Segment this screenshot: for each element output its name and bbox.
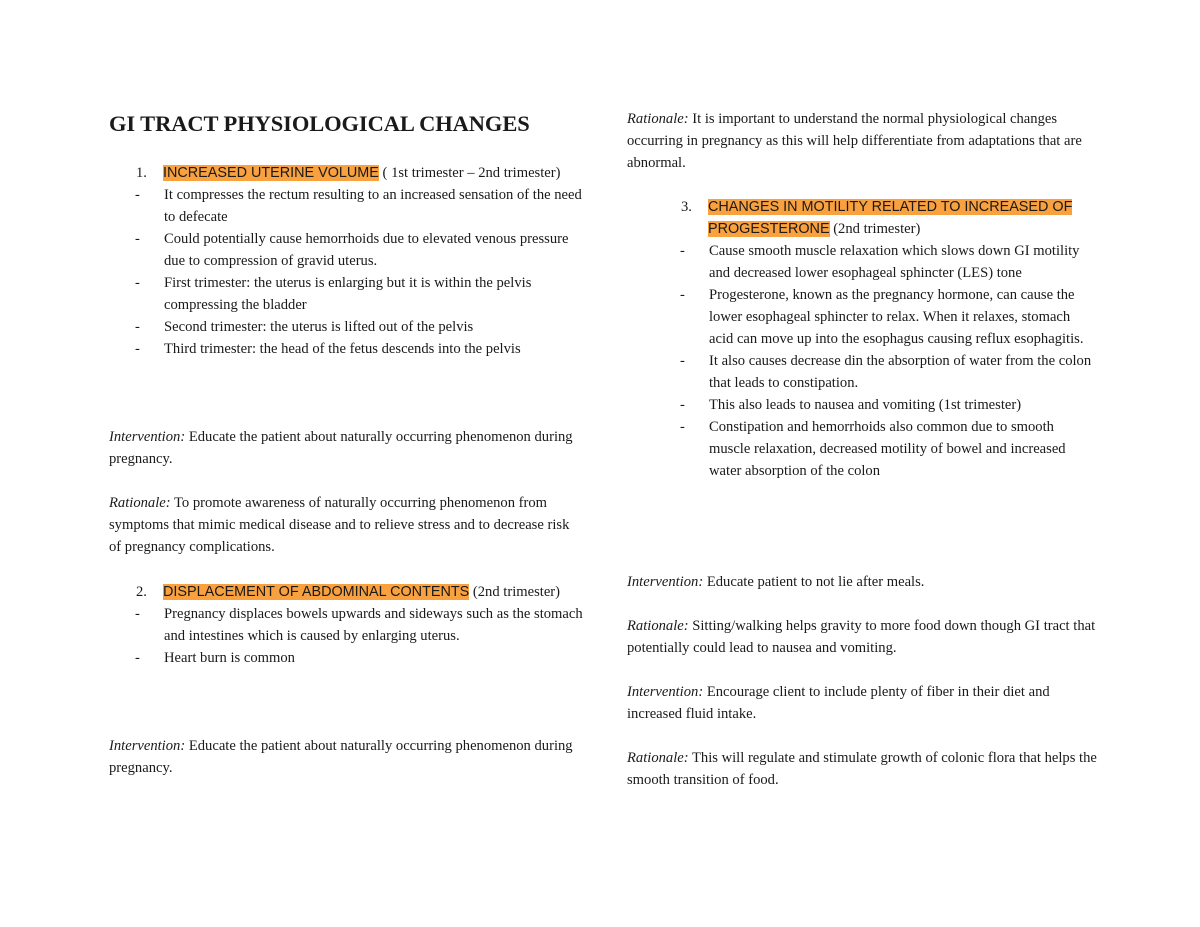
rationale-paragraph: Rationale: It is important to understand the normal physiological changes occurring in pregnancy as this will help differentiate from adaptations that are abnormal.: [627, 111, 1082, 171]
section-displacement-abdominal-contents: [109, 581, 584, 669]
dash-bullet: -: [680, 419, 685, 435]
section-changes-in-motility: [654, 196, 1097, 482]
heading-suffix: (2nd trimester): [829, 221, 921, 237]
dash-bullet: -: [135, 231, 140, 247]
rationale-paragraph: Rationale: This will regulate and stimulate growth of colonic flora that helps the smooth transition of food.: [627, 750, 1097, 788]
numbered-heading: [109, 581, 584, 603]
list-number: 3.: [681, 199, 692, 215]
list-item: - Heart burn is common: [109, 647, 584, 669]
dash-bullet: -: [135, 650, 140, 666]
intervention-paragraph: Intervention: Educate the patient about naturally occurring phenomenon during pregnancy.: [109, 738, 573, 776]
dash-bullet: -: [680, 287, 685, 303]
list-item: - Pregnancy displaces bowels upwards and sideways such as the stomach and intestines which is caused by enlarging uterus.: [109, 603, 584, 647]
list-item: - Cause smooth muscle relaxation which slows down GI motility and decreased lower esophageal sphincter (LES) tone: [654, 240, 1097, 284]
dash-bullet: -: [135, 606, 140, 622]
dash-bullet: -: [135, 275, 140, 291]
list-item: - It compresses the rectum resulting to an increased sensation of the need to defecate: [109, 184, 584, 228]
rationale-label: Rationale:: [627, 618, 689, 634]
bullet-list: [654, 240, 1097, 482]
bullet-list: [109, 184, 584, 360]
intervention-paragraph: Intervention: Educate patient to not lie after meals.: [627, 574, 925, 590]
highlighted-heading: INCREASED UTERINE VOLUME: [163, 165, 379, 181]
intervention-label: Intervention:: [627, 574, 704, 590]
dash-bullet: -: [680, 353, 685, 369]
dash-bullet: -: [135, 319, 140, 335]
highlighted-heading: DISPLACEMENT OF ABDOMINAL CONTENTS: [163, 584, 470, 600]
dash-bullet: -: [135, 341, 140, 357]
rationale-label: Rationale:: [109, 495, 171, 511]
intervention-label: Intervention:: [109, 429, 186, 445]
numbered-heading: [654, 196, 1097, 240]
intervention-label: Intervention:: [109, 738, 186, 754]
dash-bullet: -: [680, 397, 685, 413]
list-item: - Progesterone, known as the pregnancy hormone, can cause the lower esophageal sphincter to relax. When it relaxes, stomach acid can move up into the esophagus causing reflux esophagitis.: [654, 284, 1097, 350]
list-number: 2.: [136, 584, 147, 600]
intervention-paragraph: Intervention: Encourage client to include plenty of fiber in their diet and increased fluid intake.: [627, 684, 1050, 722]
intervention-paragraph: Intervention: Educate the patient about naturally occurring phenomenon during pregnancy.: [109, 429, 573, 467]
list-item: - Constipation and hemorrhoids also common due to smooth muscle relaxation, decreased motility of bowel and increased water absorption of the colon: [654, 416, 1097, 482]
rationale-label: Rationale:: [627, 750, 689, 766]
list-item: - It also causes decrease din the absorption of water from the colon that leads to constipation.: [654, 350, 1097, 394]
numbered-heading: [109, 162, 584, 184]
intervention-label: Intervention:: [627, 684, 704, 700]
list-item: - This also leads to nausea and vomiting (1st trimester): [654, 394, 1097, 416]
list-number: 1.: [136, 165, 147, 181]
highlighted-heading: CHANGES IN MOTILITY RELATED TO INCREASED OF PROGESTERONE: [708, 199, 1073, 237]
rationale-label: Rationale:: [627, 111, 689, 127]
list-item: - First trimester: the uterus is enlarging but it is within the pelvis compressing the bladder: [109, 272, 584, 316]
bullet-list: [109, 603, 584, 669]
list-item: - Could potentially cause hemorrhoids due to elevated venous pressure due to compression of gravid uterus.: [109, 228, 584, 272]
rationale-paragraph: Rationale: Sitting/walking helps gravity to more food down though GI tract that potentially could lead to nausea and vomiting.: [627, 618, 1096, 656]
list-item: - Second trimester: the uterus is lifted out of the pelvis: [109, 316, 584, 338]
rationale-paragraph: Rationale: To promote awareness of naturally occurring phenomenon from symptoms that mimic medical disease and to relieve stress and to decrease risk of pregnancy complications.: [109, 495, 570, 555]
heading-suffix: ( 1st trimester – 2nd trimester): [378, 165, 561, 181]
section-increased-uterine-volume: [109, 162, 584, 360]
dash-bullet: -: [135, 187, 140, 203]
dash-bullet: -: [680, 243, 685, 259]
heading-suffix: (2nd trimester): [469, 584, 561, 600]
list-item: - Third trimester: the head of the fetus descends into the pelvis: [109, 338, 584, 360]
document-title: GI TRACT PHYSIOLOGICAL CHANGES: [109, 111, 530, 136]
